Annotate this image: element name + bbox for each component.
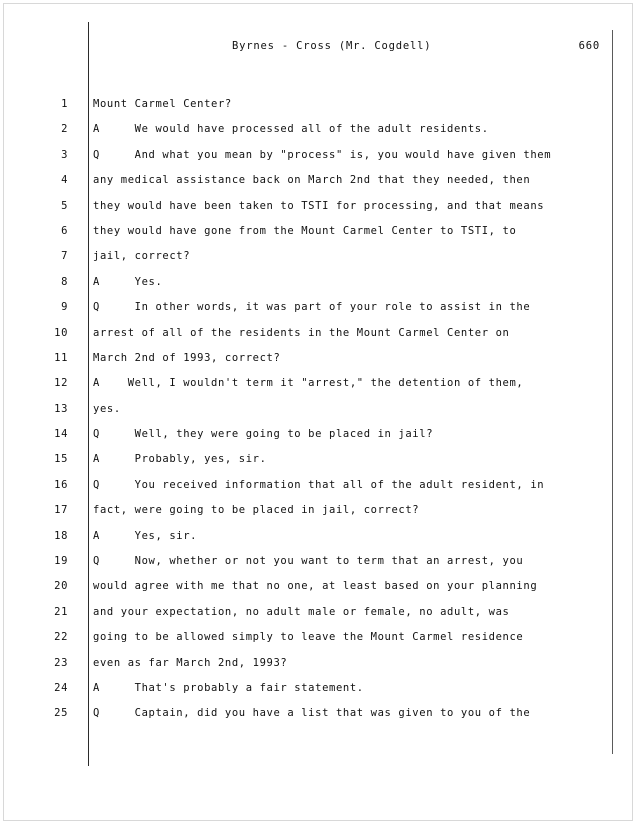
line-text: arrest of all of the residents in the Mount Carmel Center on: [93, 326, 510, 339]
line-number: 6: [61, 224, 68, 237]
line-number: 8: [61, 275, 68, 288]
transcript-header-title: Byrnes - Cross (Mr. Cogdell): [232, 40, 432, 52]
line-number: 14: [54, 428, 68, 441]
line-number: 25: [54, 707, 68, 720]
line-text: A Yes, sir.: [93, 529, 198, 542]
line-text: they would have been taken to TSTI for processing, and that means: [93, 199, 545, 212]
line-number: 17: [54, 504, 68, 517]
line-text: A Yes.: [93, 275, 163, 288]
line-text: and your expectation, no adult male or female, no adult, was: [93, 605, 510, 618]
transcript-line: [0, 123, 638, 148]
transcript-line: [0, 707, 638, 732]
transcript-line: [0, 504, 638, 529]
line-number: 15: [54, 453, 68, 466]
transcript-line: [0, 149, 638, 174]
line-text: jail, correct?: [93, 250, 191, 263]
line-text: Q Well, they were going to be placed in jail?: [93, 428, 434, 441]
line-number: 13: [54, 402, 68, 415]
line-number: 24: [54, 681, 68, 694]
transcript-line: [0, 352, 638, 377]
transcript-body: [0, 98, 638, 733]
line-number: 2: [61, 123, 68, 136]
line-number: 11: [54, 351, 68, 364]
line-number: 1: [61, 98, 68, 110]
page-header: [120, 40, 600, 56]
transcript-line: [0, 276, 638, 301]
line-number: 12: [54, 377, 68, 390]
line-text: A Probably, yes, sir.: [93, 453, 267, 466]
transcript-line: [0, 327, 638, 352]
transcript-line: [0, 530, 638, 555]
transcript-line: [0, 174, 638, 199]
line-text: A That's probably a fair statement.: [93, 681, 364, 694]
transcript-line: [0, 225, 638, 250]
line-number: 18: [54, 529, 68, 542]
transcript-line: [0, 377, 638, 402]
line-text: fact, were going to be placed in jail, correct?: [93, 504, 420, 517]
transcript-line: [0, 580, 638, 605]
line-text: Q Captain, did you have a list that was given to you of the: [93, 707, 531, 720]
line-number: 20: [54, 580, 68, 593]
transcript-line: [0, 403, 638, 428]
line-text: they would have gone from the Mount Carmel Center to TSTI, to: [93, 224, 517, 237]
line-number: 7: [61, 250, 68, 263]
line-text: Q In other words, it was part of your role to assist in the: [93, 301, 531, 314]
transcript-line: [0, 657, 638, 682]
line-text: Q And what you mean by "process" is, you would have given them: [93, 148, 552, 161]
transcript-line: [0, 631, 638, 656]
line-number: 4: [61, 174, 68, 187]
line-number: 19: [54, 555, 68, 568]
line-number: 21: [54, 605, 68, 618]
line-number: 23: [54, 656, 68, 669]
line-text: yes.: [93, 402, 121, 415]
line-text: A Well, I wouldn't term it "arrest," the detention of them,: [93, 377, 524, 390]
line-number: 9: [61, 301, 68, 314]
line-text: Mount Carmel Center?: [93, 98, 232, 110]
line-text: March 2nd of 1993, correct?: [93, 351, 281, 364]
transcript-line: [0, 98, 638, 123]
line-number: 22: [54, 631, 68, 644]
line-text: A We would have processed all of the adult residents.: [93, 123, 489, 136]
line-number: 5: [61, 199, 68, 212]
transcript-line: [0, 479, 638, 504]
line-text: even as far March 2nd, 1993?: [93, 656, 288, 669]
page-number: 660: [578, 40, 600, 52]
line-text: any medical assistance back on March 2nd that they needed, then: [93, 174, 531, 187]
line-text: going to be allowed simply to leave the Mount Carmel residence: [93, 631, 524, 644]
transcript-line: [0, 301, 638, 326]
transcript-line: [0, 606, 638, 631]
transcript-line: [0, 428, 638, 453]
transcript-line: [0, 200, 638, 225]
line-text: Q Now, whether or not you want to term that an arrest, you: [93, 555, 524, 568]
transcript-line: [0, 250, 638, 275]
line-text: Q You received information that all of the adult resident, in: [93, 478, 545, 491]
transcript-line: [0, 682, 638, 707]
transcript-line: [0, 453, 638, 478]
line-text: would agree with me that no one, at least based on your planning: [93, 580, 538, 593]
line-number: 3: [61, 148, 68, 161]
line-number: 16: [54, 478, 68, 491]
transcript-line: [0, 555, 638, 580]
line-number: 10: [54, 326, 68, 339]
